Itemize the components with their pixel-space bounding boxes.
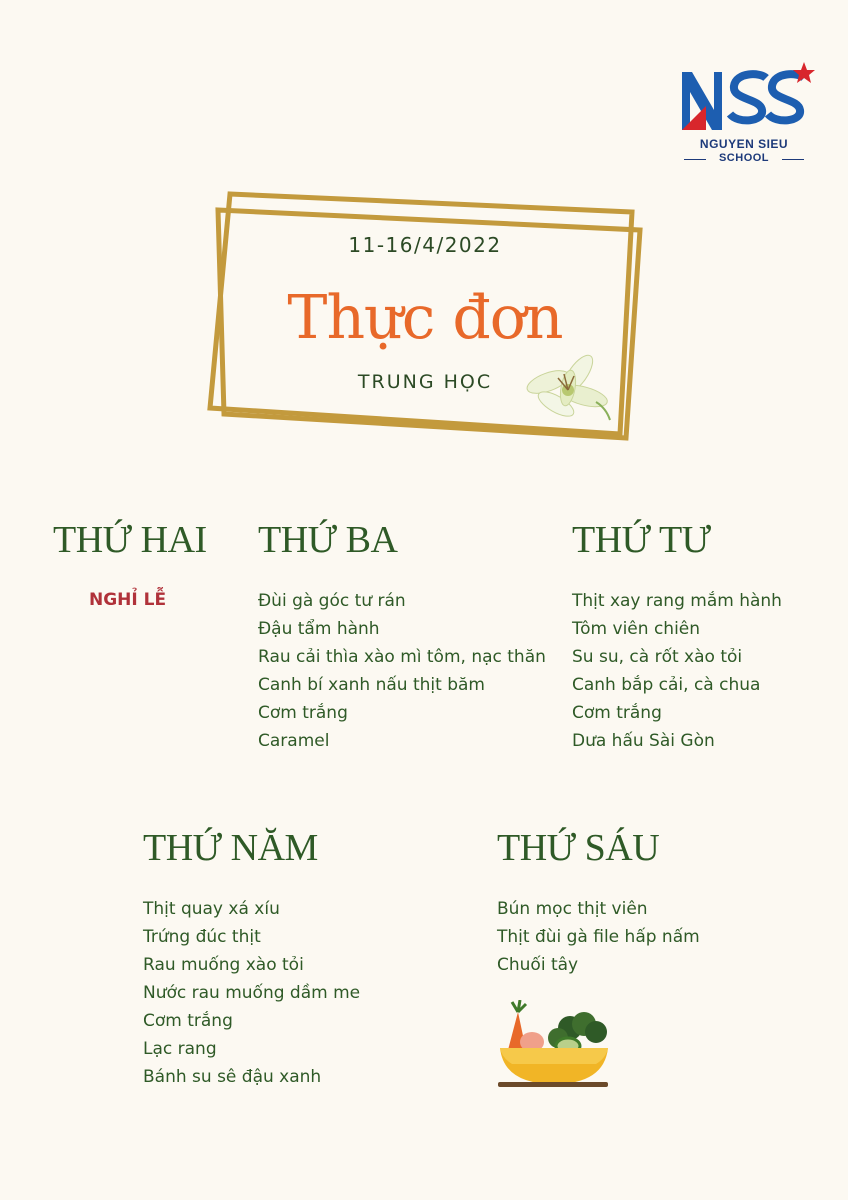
list-item: Cơm trắng xyxy=(258,703,348,723)
vegetable-bowl-icon xyxy=(496,1000,612,1090)
list-item: Tôm viên chiên xyxy=(572,619,701,639)
list-item: Rau cải thìa xào mì tôm, nạc thăn xyxy=(258,647,546,667)
day-heading-monday: THỨ HAI xyxy=(53,519,207,561)
list-item: Bánh su sê đậu xanh xyxy=(143,1067,322,1087)
list-item: Su su, cà rốt xào tỏi xyxy=(572,647,743,667)
list-item: Thịt xay rang mắm hành xyxy=(572,591,782,611)
holiday-note: NGHỈ LỄ xyxy=(89,590,167,610)
list-item: Nước rau muống dầm me xyxy=(143,983,361,1003)
list-item: Caramel xyxy=(258,731,330,751)
friday-menu-list xyxy=(497,895,700,979)
thursday-menu-list xyxy=(143,895,360,1091)
logo-rule-right xyxy=(782,159,804,160)
list-item: Cơm trắng xyxy=(143,1011,233,1031)
list-item: Chuối tây xyxy=(497,955,579,975)
list-item: Thịt đùi gà file hấp nấm xyxy=(497,927,700,947)
day-heading-tuesday: THỨ BA xyxy=(258,519,398,561)
menu-subtitle: TRUNG HỌC xyxy=(357,371,493,393)
list-item: Đùi gà góc tư rán xyxy=(258,591,406,611)
list-item: Thịt quay xá xíu xyxy=(143,899,280,919)
list-item: Rau muống xào tỏi xyxy=(143,955,304,975)
page-title: Thực đơn xyxy=(287,283,563,353)
day-heading-wednesday: THỨ TƯ xyxy=(572,519,711,561)
list-item: Cơm trắng xyxy=(572,703,662,723)
menu-date: 11-16/4/2022 xyxy=(348,233,502,257)
list-item: Đậu tẩm hành xyxy=(258,619,380,639)
day-heading-thursday: THỨ NĂM xyxy=(143,827,318,869)
nss-logo-mark-icon xyxy=(676,60,816,136)
day-heading-friday: THỨ SÁU xyxy=(497,827,660,869)
tuesday-menu-list xyxy=(258,587,546,755)
logo-name-line: NGUYEN SIEU xyxy=(699,137,789,151)
school-logo xyxy=(676,60,816,170)
list-item: Dưa hấu Sài Gòn xyxy=(572,731,715,751)
list-item: Trứng đúc thịt xyxy=(143,927,261,947)
lily-flower-icon xyxy=(518,352,614,424)
list-item: Lạc rang xyxy=(143,1039,217,1059)
list-item: Canh bắp cải, cà chua xyxy=(572,675,761,695)
list-item: Canh bí xanh nấu thịt băm xyxy=(258,675,485,695)
wednesday-menu-list xyxy=(572,587,782,755)
logo-school-line: SCHOOL xyxy=(718,152,770,164)
list-item: Bún mọc thịt viên xyxy=(497,899,648,919)
